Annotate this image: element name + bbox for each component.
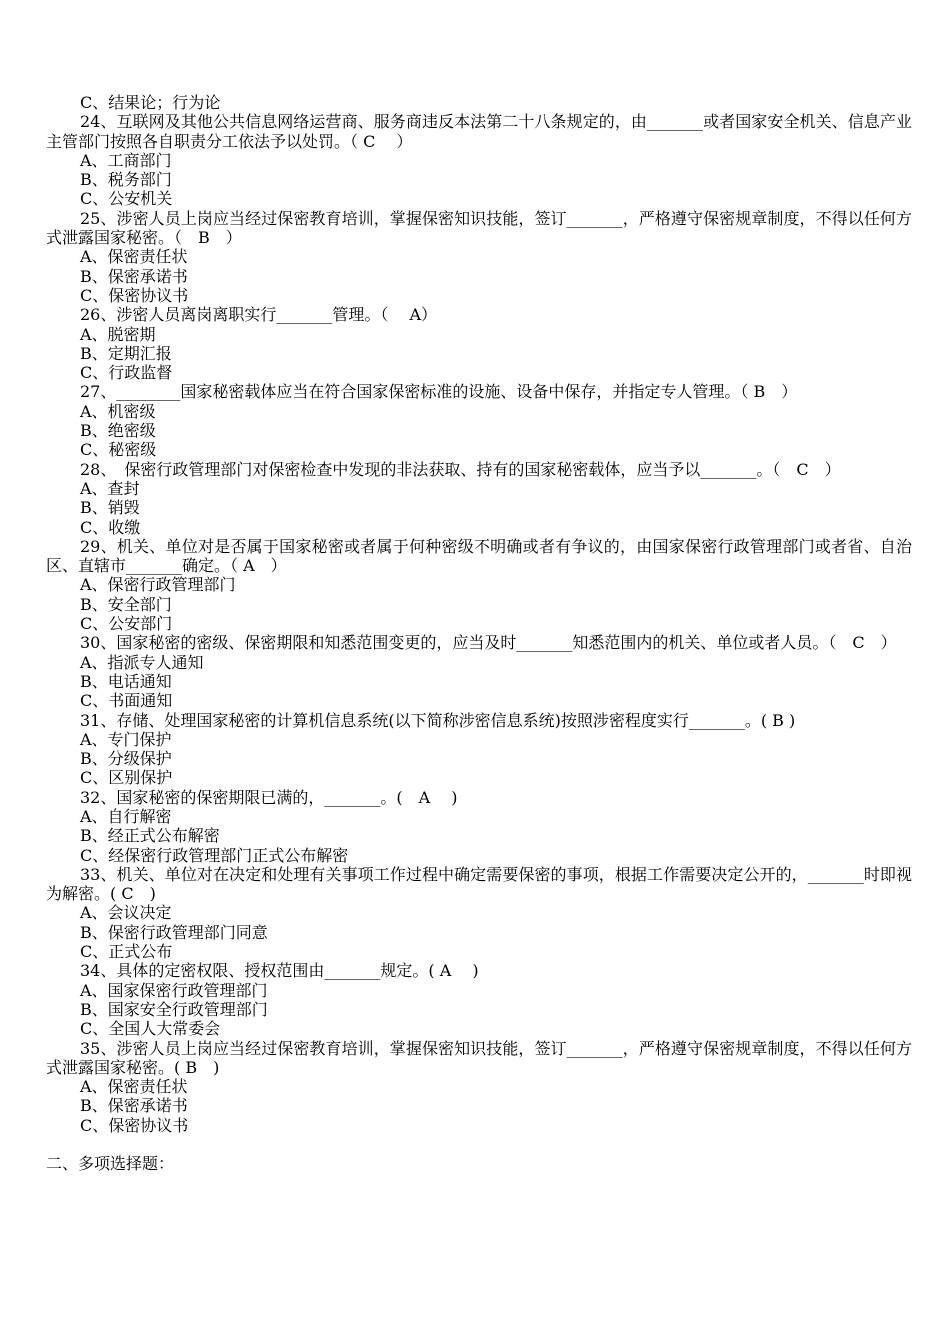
question-stem: 31、存储、处理国家秘密的计算机信息系统(以下简称涉密信息系统)按照涉密程度实行_______。( B ) <box>80 710 796 730</box>
answer-option: B、定期汇报 <box>80 343 172 363</box>
question-stem: 34、具体的定密权限、授权范围由_______规定。( A ) <box>80 961 479 981</box>
question-stem: 29、机关、单位对是否属于国家秘密或者属于何种密级不明确或者有争议的，由国家保密行政管理部门或者省、自治区、直辖市_______确定。（ A ） <box>46 536 912 576</box>
answer-option: A、指派专人通知 <box>80 652 204 672</box>
answer-option: A、工商部门 <box>80 150 172 170</box>
answer-option: A、专门保护 <box>80 729 172 749</box>
answer-option: C、行政监督 <box>80 363 173 383</box>
answer-option: B、保密承诺书 <box>80 266 188 286</box>
answer-option: A、机密级 <box>80 401 156 421</box>
answer-option: C、经保密行政管理部门正式公布解密 <box>80 845 349 865</box>
question-stem: 28、 保密行政管理部门对保密检查中发现的非法获取、持有的国家秘密载体，应当予以_______。（ C ） <box>80 459 841 479</box>
answer-option: A、保密责任状 <box>80 247 188 267</box>
question-stem: 24、互联网及其他公共信息网络运营商、服务商违反本法第二十八条规定的，由_______或者国家安全机关、信息产业主管部门按照各自职责分工依法予以处罚。（ C ） <box>46 112 912 151</box>
question-stem: 32、国家秘密的保密期限已满的，_______。( A ) <box>80 787 458 807</box>
answer-option: C、公安机关 <box>80 189 173 209</box>
question-stem: 25、涉密人员上岗应当经过保密教育培训，掌握保密知识技能，签订_______，严格遵守保密规章制度，不得以任何方式泄露国家秘密。（ B ） <box>46 208 912 248</box>
answer-option: C、区别保护 <box>80 768 173 788</box>
answer-option: A、自行解密 <box>80 806 172 826</box>
answer-option: C、全国人大常委会 <box>80 1019 221 1039</box>
answer-option: C、书面通知 <box>80 691 173 711</box>
answer-option: C、保密协议书 <box>80 285 189 305</box>
answer-option: C、结果论；行为论 <box>80 93 221 112</box>
answer-option: C、保密协议书 <box>80 1115 189 1135</box>
answer-option: A、保密责任状 <box>80 1077 188 1097</box>
question-stem: 27、________国家秘密载体应当在符合国家保密标准的设施、设备中保存，并指定专人管理。（ B ） <box>80 382 798 402</box>
answer-option: A、查封 <box>80 478 140 498</box>
answer-option: C、正式公布 <box>80 942 173 962</box>
answer-option: C、公安部门 <box>80 614 173 634</box>
section-heading: 二、多项选择题： <box>46 1154 175 1174</box>
answer-option: A、国家保密行政管理部门 <box>80 980 268 1000</box>
answer-option: B、税务部门 <box>80 170 172 190</box>
question-list <box>46 93 912 1173</box>
answer-option: A、保密行政管理部门 <box>80 575 236 595</box>
answer-option: B、分级保护 <box>80 749 172 769</box>
question-stem: 35、涉密人员上岗应当经过保密教育培训，掌握保密知识技能，签订_______，严格遵守保密规章制度，不得以任何方式泄露国家秘密。( B ) <box>46 1038 912 1077</box>
answer-option: B、保密行政管理部门同意 <box>80 922 268 942</box>
answer-option: B、保密承诺书 <box>80 1096 188 1116</box>
answer-option: B、国家安全行政管理部门 <box>80 999 268 1019</box>
answer-option: B、销毁 <box>80 498 140 518</box>
question-stem: 33、机关、单位对在决定和处理有关事项工作过程中确定需要保密的事项，根据工作需要决定公开的，_______时即视为解密。( C ) <box>46 864 912 904</box>
question-stem: 26、涉密人员离岗离职实行_______管理。（ A） <box>80 305 438 325</box>
answer-option: B、安全部门 <box>80 594 172 614</box>
question-stem: 30、国家秘密的密级、保密期限和知悉范围变更的，应当及时_______知悉范围内的机关、单位或者人员。（ C ） <box>80 633 897 653</box>
answer-option: B、经正式公布解密 <box>80 826 220 846</box>
answer-option: C、收缴 <box>80 517 141 537</box>
answer-option: C、秘密级 <box>80 440 157 460</box>
answer-option: A、脱密期 <box>80 324 156 344</box>
answer-option: B、电话通知 <box>80 671 172 691</box>
answer-option: B、绝密级 <box>80 421 156 441</box>
answer-option: A、会议决定 <box>80 903 172 923</box>
